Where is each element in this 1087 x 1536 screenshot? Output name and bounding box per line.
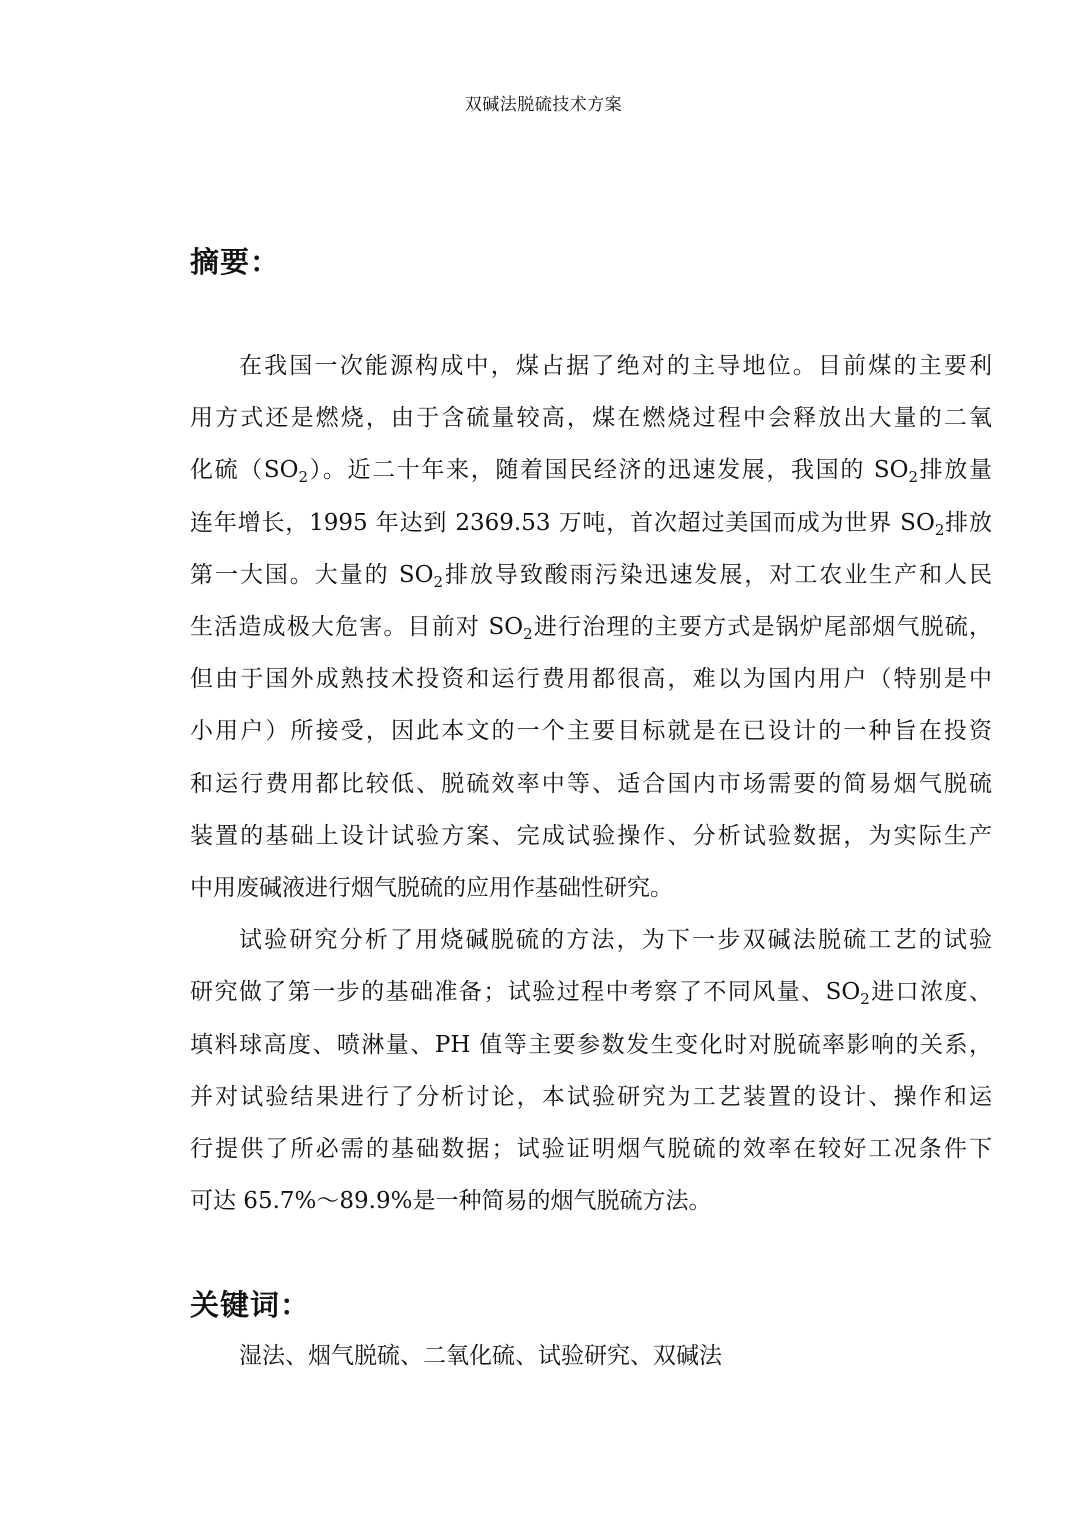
keywords-body <box>190 1330 992 1382</box>
subscript: 2 <box>523 625 533 644</box>
text-line: 中用废碱液进行烟气脱硫的应用作基础性研究。 <box>190 875 673 902</box>
abstract-paragraph-2 <box>190 914 992 1227</box>
abstract-paragraph-1 <box>190 340 992 914</box>
text-line: 试验研究分析了用烧碱脱硫的方法，为下一步双碱法脱硫工艺的试验 <box>239 927 992 954</box>
text-line: 并对试验结果进行了分析讨论，本试验研究为工艺装置的设计、操作和运 <box>190 1083 992 1110</box>
text-line: 填料球高度、喷淋量、PH 值等主要参数发生变化时对脱硫率影响的关系， <box>190 1031 992 1058</box>
text-line: 生活造成极大危害。目前对 $SO_2$进行治理的主要方式是锅炉尾部烟气脱硫， <box>190 614 992 644</box>
subscript: 2 <box>908 468 919 487</box>
text-line: 第一大国。大量的 $SO_2$排放导致酸雨污染迅速发展，对工农业生产和人民 <box>190 561 992 591</box>
text-line: 装置的基础上设计试验方案、完成试验操作、分析试验数据，为实际生产 <box>190 822 992 849</box>
text-line: 化硫$(SO_2)$。近二十年来，随着国民经济的迅速发展，我国的 $SO_2$排放量 <box>190 457 992 487</box>
subscript: 2 <box>298 468 309 487</box>
text-line: 和运行费用都比较低、脱硫效率中等、适合国内市场需要的简易烟气脱硫 <box>190 770 992 797</box>
abstract-body <box>190 340 992 1227</box>
text-line: 连年增长，1995 年达到 2369.53 万吨，首次超过美国而成为世界 $SO_2$排放 <box>190 509 992 539</box>
running-header: 双碱法脱硫技术方案 <box>464 95 623 115</box>
keywords-text: 湿法、烟气脱硫、二氧化硫、试验研究、双碱法 <box>239 1343 722 1369</box>
text-line: 小用户）所接受，因此本文的一个主要目标就是在已设计的一种旨在投资 <box>190 718 992 745</box>
text-line: 研究做了第一步的基础准备；试验过程中考察了不同风量、$SO_2$进口浓度、 <box>190 979 992 1009</box>
text-line: 行提供了所必需的基础数据；试验证明烟气脱硫的效率在较好工况条件下 <box>190 1136 992 1163</box>
text-line: 可达 65.7%～89.9%是一种简易的烟气脱硫方法。 <box>190 1188 712 1215</box>
text-line: 用方式还是燃烧，由于含硫量较高，煤在燃烧过程中会释放出大量的二氧 <box>190 405 992 432</box>
subscript: 2 <box>433 572 444 591</box>
subscript: 2 <box>860 990 870 1009</box>
subscript: 2 <box>934 520 945 539</box>
text-line: 但由于国外成熟技术投资和运行费用都很高，难以为国内用户（特别是中 <box>190 666 992 693</box>
abstract-heading: 摘要： <box>190 245 281 279</box>
text-line: 在我国一次能源构成中，煤占据了绝对的主导地位。目前煤的主要利 <box>239 353 992 379</box>
keywords-heading: 关键词： <box>190 1288 311 1322</box>
